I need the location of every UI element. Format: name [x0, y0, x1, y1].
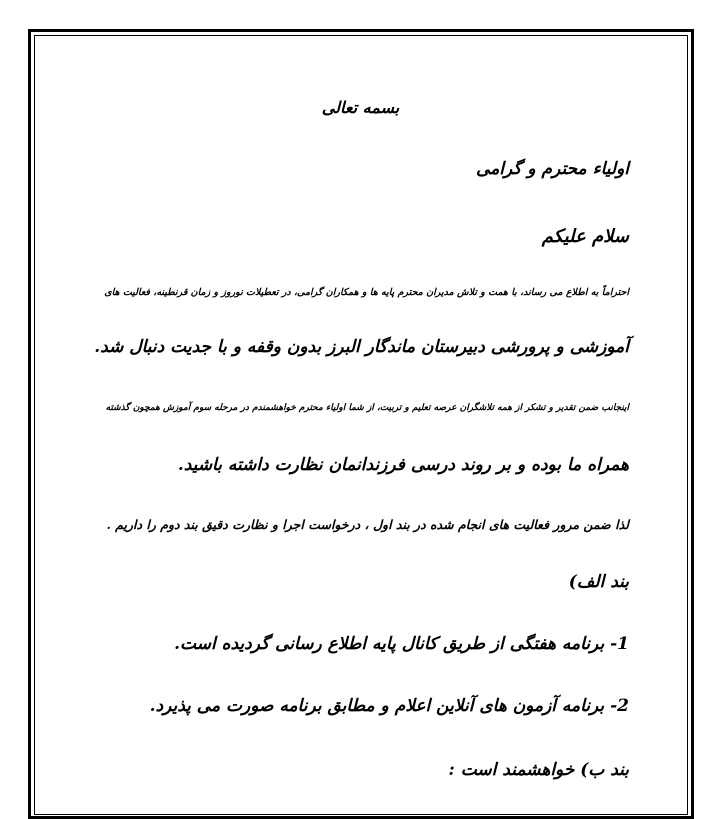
- list-item-1: 1- برنامه هفتگی از طریق کانال پایه اطلاع رسانی گردیده است.: [174, 634, 629, 654]
- paragraph1-line2: آموزشی و پرورشی دبیرستان ماندگار البرز بدون وقفه و با جدیت دنبال شد.: [94, 337, 629, 357]
- section-b-title: بند ب) خواهشمند است :: [448, 760, 629, 780]
- paragraph2-line2: همراه ما بوده و بر روند درسی فرزندانمان نظارت داشته باشید.: [177, 455, 629, 475]
- greeting: سلام علیکم: [541, 226, 629, 247]
- letter-heading: بسمه تعالی: [321, 98, 400, 117]
- salutation: اولیاء محترم و گرامی: [476, 159, 629, 179]
- paragraph2-line1: اینجانب ضمن تقدیر و تشکر از همه تلاشگران عرصه تعلیم و تربیت، از شما اولیاء محترم خواهشمندم در مرحله سوم آموزش همچون گذشته: [105, 403, 629, 413]
- paragraph3-line1: لذا ضمن مرور فعالیت های انجام شده در بند اول ، درخواست اجرا و نظارت دقیق بند دوم را داریم .: [106, 517, 629, 532]
- list-item-2: 2- برنامه آزمون های آنلاین اعلام و مطابق برنامه صورت می پذیرد.: [149, 696, 629, 716]
- section-a-title: بند الف): [568, 572, 629, 592]
- paragraph1-line1: احتراماً به اطلاع می رساند، با همت و تلاش مدیران محترم پایه ها و همکاران گرامی، در تعطیلات نوروز و زمان قرنطینه، فعالیت های: [104, 287, 629, 298]
